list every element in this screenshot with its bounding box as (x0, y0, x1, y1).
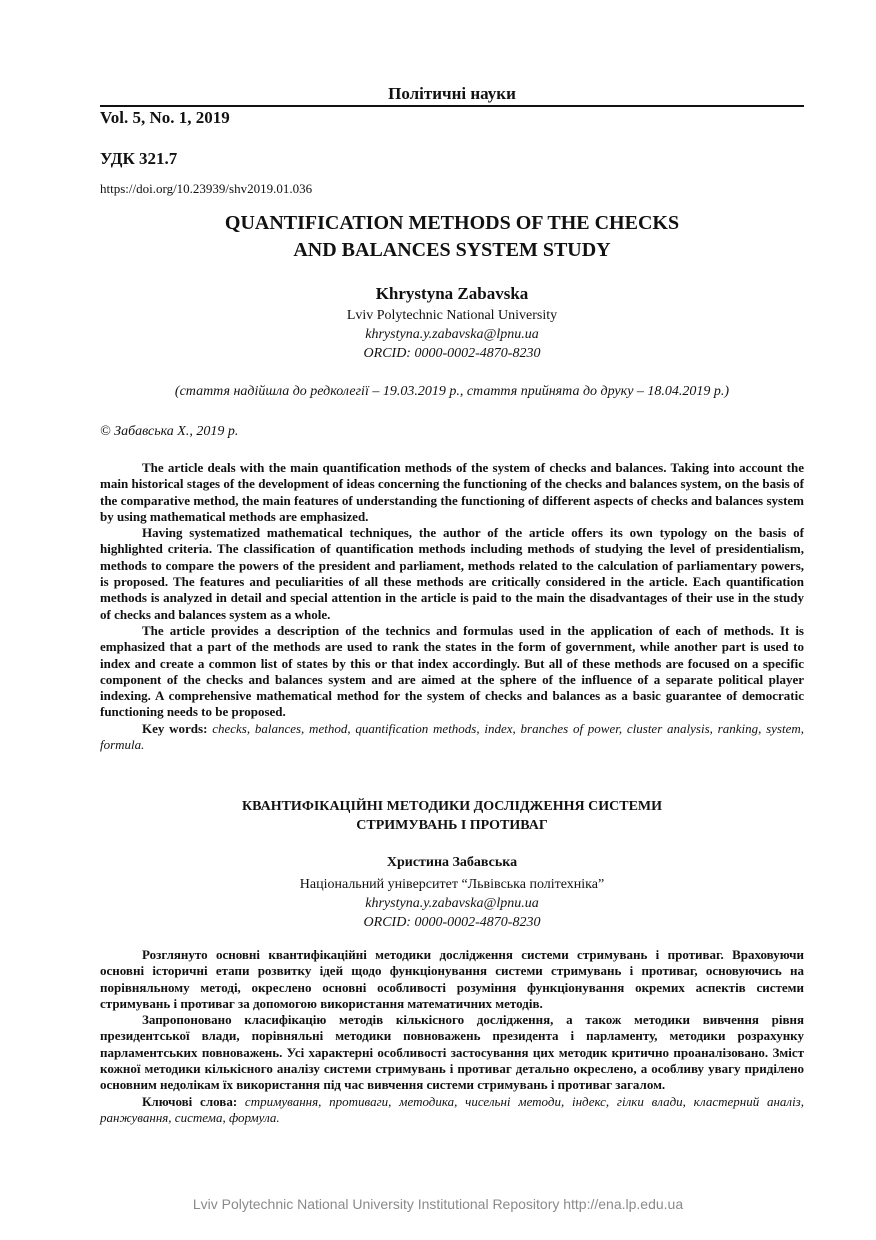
article-title-ua (100, 797, 804, 835)
udk-code: УДК 321.7 (100, 149, 178, 168)
repository-footer: Lviv Polytechnic National University Institutional Repository http://ena.lp.edu.ua (192, 1196, 684, 1212)
keywords-ua-text: стримування, противаги, методика, чисельні методи, індекс, гілки влади, кластерний аналіз, ранжування, система, формула. (100, 1093, 805, 1125)
journal-section-header: Політичні науки (388, 84, 516, 103)
submission-dates: (стаття надійшла до редколегії – 19.03.2019 р., стаття прийнята до друку – 18.04.2019 р.) (174, 384, 730, 399)
author-name-en: Khrystyna Zabavska (375, 284, 529, 303)
keywords-ua-label: Ключові слова: (142, 1093, 238, 1109)
article-title-en (100, 210, 804, 264)
abstract-ua-paragraph: Розглянуто основні квантифікаційні методики дослідження системи стримувань і противаг. Враховуючи основні історичні етапи розвитку ідей щодо функціонування системи стримувань і противаг, основуючись на порівняльному методі, окреслено основні особливості розуміння функціонування окремих аспектів системи стримувань і противаг за допомогою використання математичних методів. (100, 947, 804, 1011)
abstract-en-paragraph: The article provides a description of the technics and formulas used in the application of each of methods. It is emphasized that a part of the methods are used to rank the states in the form of government, while another part is used to index and create a common list of states by this or that index accordingly. But all of these methods are focused on a specific component of the checks and balances system and are aimed at the sphere of the influence of a separate political player indexing. A comprehensive mathematical method for the system of checks and balances as a basic guarantee of democratic functioning needs to be proposed. (100, 622, 804, 720)
author-info-en (100, 306, 804, 363)
copyright-note: © Забавська Х., 2019 р. (100, 424, 239, 439)
keywords-en-text: checks, balances, method, quantification methods, index, branches of power, cluster analysis, ranking, system, formula. (100, 720, 804, 753)
keywords-en-label: Key words: (142, 720, 208, 736)
orcid-ua: ORCID: 0000-0002-4870-8230 (363, 915, 541, 930)
author-info-ua (100, 875, 804, 932)
abstract-ua (100, 947, 804, 1126)
abstract-en-paragraph: Having systematized mathematical techniques, the author of the article offers its own typology on the basis of highlighted criteria. The classification of quantification methods including methods of studying the level of presidentialism, methods to compare the powers of the president and parliament, methods related to the calculation of parliamentary powers, is proposed. The features and peculiarities of all these methods are critically considered in the article. Each quantification methods is analyzed in detail and special attention in the article is paid to the main the disadvantages of their use in the study of checks and balances system as a whole. (100, 525, 804, 622)
header-rule (100, 105, 804, 107)
author-name-ua: Христина Забавська (386, 855, 518, 870)
abstract-ua-paragraph: Запропоновано класифікацію методів кількісного дослідження, а також методики вивчення рівня президентської влади, порівняльні методики повноважень президента і парламенту, методики розрахунку парламентських повноважень. Усі характерні особливості застосування цих методик критично проаналізовано. Зміст кожної методики кількісного аналізу системи стримувань і противаг детально окреслено, а особливу увагу приділено основним недолікам їх використання під час вивчення системи стримувань і противаг загалом. (100, 1012, 804, 1093)
email-ua[interactable]: khrystyna.y.zabavska@lpnu.ua (365, 896, 539, 911)
keywords-ua (100, 1094, 804, 1127)
title-ua-line1: КВАНТИФІКАЦІЙНІ МЕТОДИКИ ДОСЛІДЖЕННЯ СИСТЕМИ (241, 799, 663, 814)
orcid-en: ORCID: 0000-0002-4870-8230 (363, 346, 541, 361)
abstract-en-paragraph: The article deals with the main quantification methods of the system of checks and balances. Taking into account the main historical stages of the development of ideas concerning the functioning of the checks and balances system, on the basis of the comparative method, the main features of understanding the functioning of different aspects of checks and balances system by using mathematical methods are emphasized. (100, 460, 804, 524)
volume-info: Vol. 5, No. 1, 2019 (100, 108, 230, 127)
affiliation-en: Lviv Polytechnic National University (346, 308, 558, 323)
email-en[interactable]: khrystyna.y.zabavska@lpnu.ua (365, 327, 539, 342)
doi-link[interactable]: https://doi.org/10.23939/shv2019.01.036 (100, 181, 313, 196)
title-en-line2: AND BALANCES SYSTEM STUDY (293, 239, 611, 261)
affiliation-ua: Національний університет “Львівська політехніка” (299, 877, 605, 892)
title-en-line1: QUANTIFICATION METHODS OF THE CHECKS (224, 212, 680, 234)
abstract-en (100, 460, 804, 753)
title-ua-line2: СТРИМУВАНЬ І ПРОТИВАГ (356, 818, 548, 833)
keywords-en (100, 721, 804, 754)
